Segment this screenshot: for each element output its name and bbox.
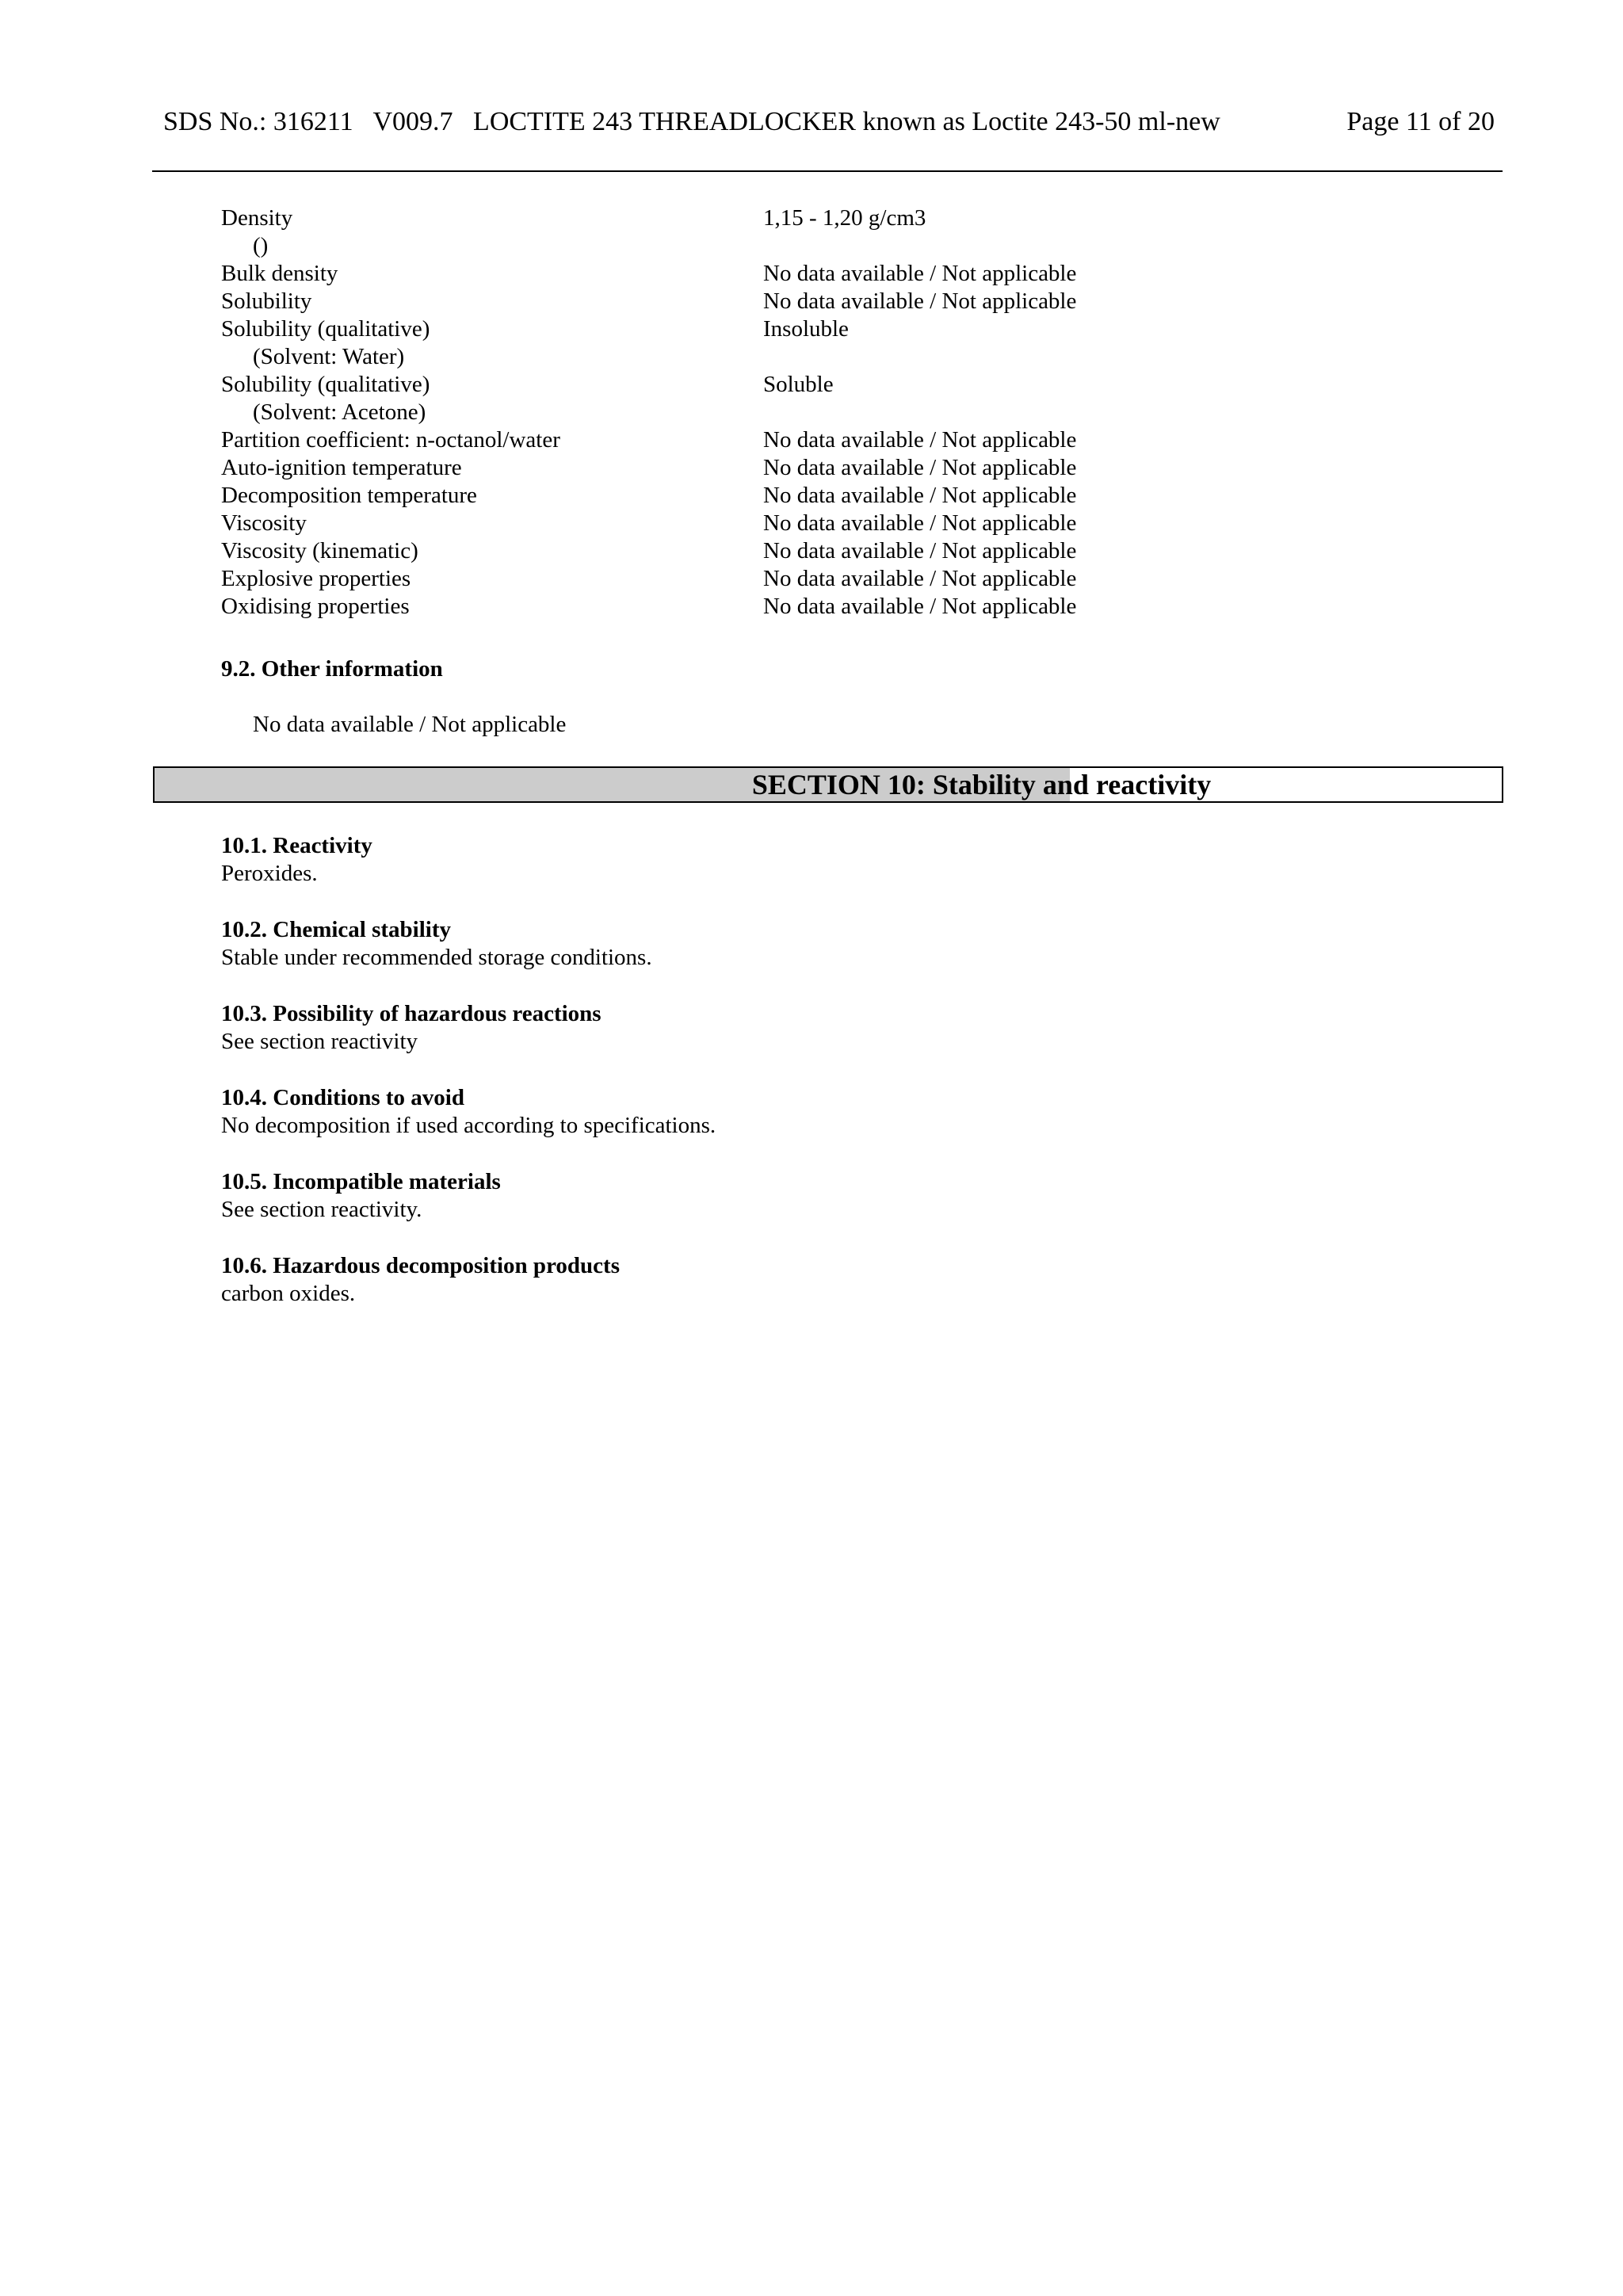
subsection-body: See section reactivity. <box>221 1197 422 1222</box>
document-id: SDS No.: 316211 V009.7 LOCTITE 243 THREADLOCKER known as Loctite 243-50 ml-new <box>163 107 1220 136</box>
property-value: No data available / Not applicable <box>763 261 1077 286</box>
property-row <box>221 537 1331 565</box>
property-label: Auto-ignition temperature <box>221 455 462 480</box>
subsection-hazardous-reactions <box>221 1000 1410 1056</box>
property-sub-label: () <box>253 233 269 258</box>
subsection-reactivity <box>221 832 1410 888</box>
property-row <box>221 510 1331 537</box>
property-row <box>221 593 1331 621</box>
section-10-content <box>221 832 1410 1336</box>
property-row <box>221 426 1331 454</box>
subsection-body: Peroxides. <box>221 861 318 886</box>
other-information-heading: 9.2. Other information <box>221 656 443 682</box>
property-value: No data available / Not applicable <box>763 510 1077 536</box>
subsection-heading: 10.4. Conditions to avoid <box>221 1085 464 1110</box>
property-value: No data available / Not applicable <box>763 538 1077 563</box>
property-label: Partition coefficient: n-octanol/water <box>221 427 560 453</box>
property-label: Oxidising properties <box>221 594 410 619</box>
property-row <box>221 454 1331 482</box>
property-value: 1,15 - 1,20 g/cm3 <box>763 205 926 231</box>
property-label: Solubility (qualitative) <box>221 316 430 342</box>
subsection-heading: 10.5. Incompatible materials <box>221 1169 501 1194</box>
property-value: No data available / Not applicable <box>763 455 1077 480</box>
property-value: No data available / Not applicable <box>763 288 1077 314</box>
property-value: Soluble <box>763 372 834 397</box>
property-sub-label: (Solvent: Water) <box>253 344 405 369</box>
subsection-body: No decomposition if used according to specifications. <box>221 1113 716 1138</box>
physical-properties-table <box>221 204 1331 621</box>
property-label: Explosive properties <box>221 566 411 591</box>
property-row <box>221 204 1331 260</box>
property-row <box>221 371 1331 426</box>
property-row <box>221 565 1331 593</box>
page-number: Page 11 of 20 <box>1346 107 1495 136</box>
property-label: Viscosity (kinematic) <box>221 538 418 563</box>
subsection-heading: 10.2. Chemical stability <box>221 917 451 942</box>
subsection-chemical-stability <box>221 916 1410 972</box>
property-label: Decomposition temperature <box>221 483 477 508</box>
property-label: Density <box>221 205 293 231</box>
property-value: Insoluble <box>763 316 849 342</box>
property-row <box>221 482 1331 510</box>
subsection-decomposition-products <box>221 1252 1410 1308</box>
subsection-body: carbon oxides. <box>221 1281 356 1306</box>
property-row <box>221 260 1331 288</box>
property-label: Solubility <box>221 288 312 314</box>
property-value: No data available / Not applicable <box>763 594 1077 619</box>
subsection-incompatible-materials <box>221 1168 1410 1224</box>
property-value: No data available / Not applicable <box>763 483 1077 508</box>
property-row <box>221 288 1331 315</box>
other-information-text: No data available / Not applicable <box>253 712 567 737</box>
subsection-heading: 10.1. Reactivity <box>221 833 372 858</box>
subsection-body: See section reactivity <box>221 1029 418 1054</box>
subsection-heading: 10.3. Possibility of hazardous reactions <box>221 1001 601 1026</box>
property-label: Solubility (qualitative) <box>221 372 430 397</box>
subsection-heading: 10.6. Hazardous decomposition products <box>221 1253 620 1278</box>
subsection-conditions-to-avoid <box>221 1084 1410 1140</box>
section-10-banner <box>153 766 1503 803</box>
property-label: Viscosity <box>221 510 307 536</box>
property-value: No data available / Not applicable <box>763 566 1077 591</box>
property-row <box>221 315 1331 371</box>
property-sub-label: (Solvent: Acetone) <box>253 399 426 425</box>
property-label: Bulk density <box>221 261 338 286</box>
property-value: No data available / Not applicable <box>763 427 1077 453</box>
header-divider <box>152 170 1503 172</box>
subsection-body: Stable under recommended storage conditions. <box>221 945 652 970</box>
section-10-title: SECTION 10: Stability and reactivity <box>751 769 1212 800</box>
